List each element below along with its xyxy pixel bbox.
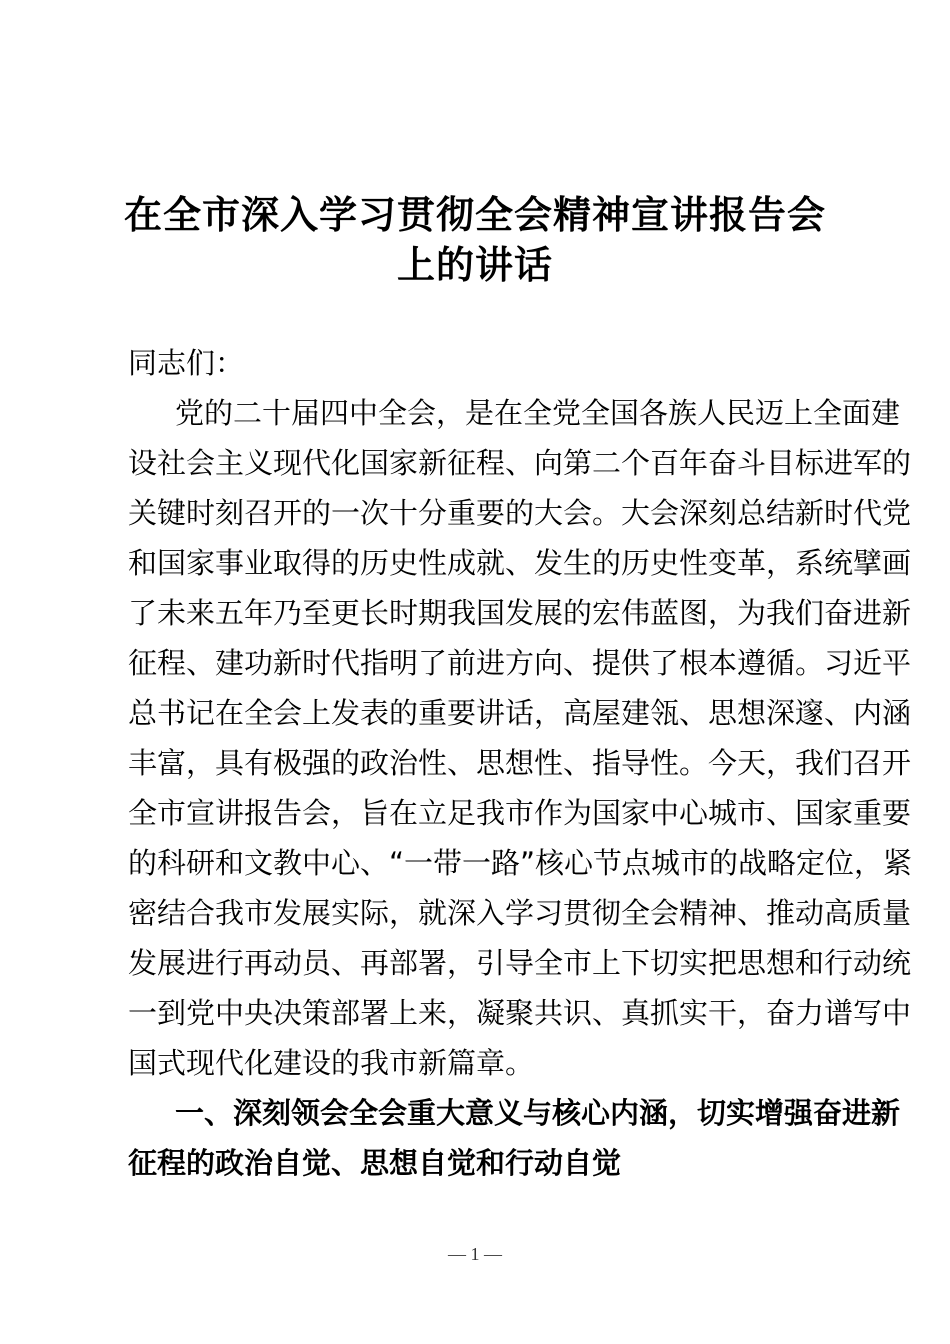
text-line: 发展进行再动员、再部署，引导全市上下切实把思想和行动统 [128, 946, 912, 980]
text-line: 关键时刻召开的一次十分重要的大会。大会深刻总结新时代党 [128, 496, 912, 530]
text-line: 一、深刻领会全会重大意义与核心内涵，切实增强奋进新 [175, 1096, 901, 1130]
text-line: 一到党中央决策部署上来，凝聚共识、真抓实干，奋力谱写中 [128, 996, 912, 1030]
text-line: 密结合我市发展实际，就深入学习贯彻全会精神、推动高质量 [128, 896, 912, 930]
text-line: 国式现代化建设的我市新篇章。 [128, 1046, 535, 1080]
text-line: 了未来五年乃至更长时期我国发展的宏伟蓝图，为我们奋进新 [128, 596, 912, 630]
document-title [0, 190, 950, 290]
text-line: 和国家事业取得的历史性成就、发生的历史性变革，系统擘画 [128, 546, 912, 580]
title-line-1: 在全市深入学习贯彻全会精神宣讲报告会 [123, 193, 826, 237]
text-line: 全市宣讲报告会，旨在立足我市作为国家中心城市、国家重要 [128, 796, 912, 830]
text-line: 设社会主义现代化国家新征程、向第二个百年奋斗目标进军的 [128, 446, 912, 480]
text-line: 征程、建功新时代指明了前进方向、提供了根本遵循。习近平 [128, 646, 912, 680]
text-line: 总书记在全会上发表的重要讲话，高屋建瓴、思想深邃、内涵 [128, 696, 912, 730]
text-line: 的科研和文教中心、“一带一路”核心节点城市的战略定位，紧 [128, 846, 913, 880]
text-line: 征程的政治自觉、思想自觉和行动自觉 [128, 1146, 622, 1180]
text-line: 丰富，具有极强的政治性、思想性、指导性。今天，我们召开 [128, 746, 912, 780]
page-number: — 1 — [448, 1244, 502, 1264]
salutation: 同志们： [128, 346, 245, 380]
title-line-2: 上的讲话 [396, 243, 553, 287]
text-line: 党的二十届四中全会，是在全党全国各族人民迈上全面建 [175, 396, 901, 430]
